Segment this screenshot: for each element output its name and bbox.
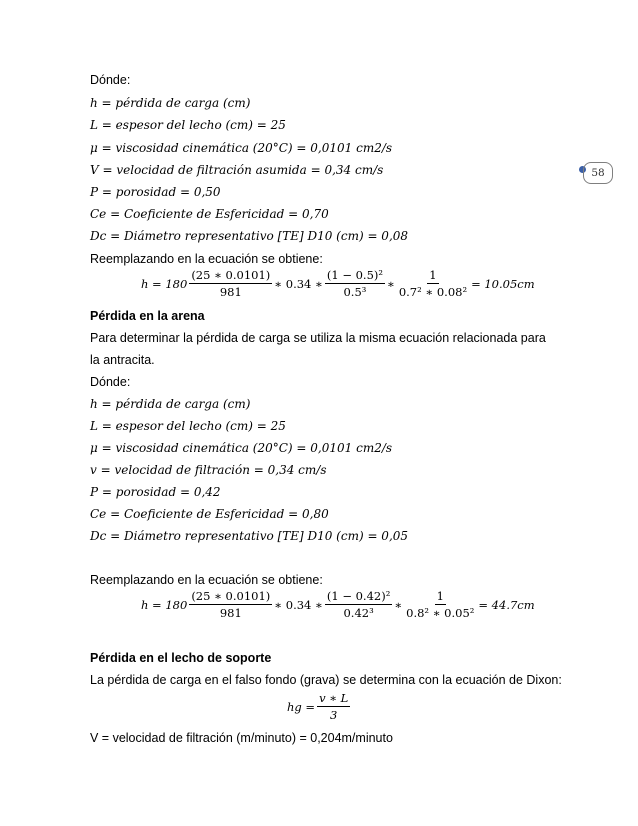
eq3-numerator: v ∗ L (319, 691, 349, 705)
var-L-2: L = espesor del lecho (cm) = 25 (90, 419, 286, 433)
var-h-1: h = pérdida de carga (cm) (90, 96, 251, 110)
eq2-fraction-2 (325, 589, 392, 620)
eq1-f1-denominator: 981 (219, 285, 242, 299)
var-h-2: h = pérdida de carga (cm) (90, 397, 251, 411)
eq1-fraction-1 (189, 268, 272, 299)
eq2-mid: ∗ 0.34 ∗ (274, 597, 323, 612)
eq2-f1-denominator: 981 (219, 606, 242, 620)
reemplazando-2: Reemplazando en la ecuación se obtiene: (90, 573, 323, 587)
eq2-lhs: h = 180 (141, 597, 188, 612)
eq1-rhs: = 10.05cm (471, 276, 535, 291)
eq2-f2-numerator: (1 − 0.42)² (326, 589, 391, 603)
eq1-fraction-2 (325, 268, 385, 299)
var-Ce-2: Ce = Coeficiente de Esfericidad = 0,80 (90, 507, 329, 521)
heading-lecho-soporte: Pérdida en el lecho de soporte (90, 651, 272, 665)
eq2-f3-numerator: 1 (436, 589, 444, 603)
var-V-1: V = velocidad de filtración asumida = 0,34 cm/s (90, 163, 384, 177)
var-Dc-2: Dc = Diámetro representativo [TE] D10 (cm) = 0,05 (90, 529, 409, 543)
page-number: 58 (583, 162, 613, 184)
eq2-rhs: = 44.7cm (478, 597, 535, 612)
eq2-f2-denominator: 0.42³ (343, 606, 374, 620)
var-P-1: P = porosidad = 0,50 (90, 185, 221, 199)
heading-perdida-arena: Pérdida en la arena (90, 309, 205, 323)
var-P-2: P = porosidad = 0,42 (90, 485, 221, 499)
donde-label-1: Dónde: (90, 73, 131, 87)
eq1-f3-denominator: 0.7² ∗ 0.08² (398, 285, 468, 299)
var-Dc-1: Dc = Diámetro representativo [TE] D10 (cm) = 0,08 (90, 229, 409, 243)
eq1-f3-numerator: 1 (429, 268, 437, 282)
velocity-line: V = velocidad de filtración (m/minuto) = 0,204m/minuto (90, 731, 393, 745)
donde-label-2: Dónde: (90, 375, 131, 389)
var-mu-2: μ = viscosidad cinemática (20°C) = 0,0101 cm2/s (90, 441, 393, 455)
eq2-f3-denominator: 0.8² ∗ 0.05² (406, 606, 475, 620)
eq1-fraction-3 (397, 268, 469, 299)
eq1-f2-numerator: (1 − 0.5)² (326, 268, 383, 282)
reemplazando-1: Reemplazando en la ecuación se obtiene: (90, 252, 323, 266)
eq1-f1-numerator: (25 ∗ 0.0101) (191, 268, 271, 282)
eq3-lhs: hg = (287, 699, 316, 714)
eq1-star: ∗ (387, 276, 395, 291)
var-L-1: L = espesor del lecho (cm) = 25 (90, 118, 286, 132)
var-v-2: v = velocidad de filtración = 0,34 cm/s (90, 463, 327, 477)
eq2-f1-numerator: (25 ∗ 0.0101) (191, 589, 271, 603)
eq2-star: ∗ (394, 597, 403, 612)
eq2-fraction-3 (404, 589, 476, 620)
eq1-mid: ∗ 0.34 ∗ (274, 276, 323, 291)
equation-3 (287, 691, 352, 722)
eq3-denominator: 3 (330, 708, 338, 722)
para-arena-line-1: Para determinar la pérdida de carga se utiliza la misma ecuación relacionada para (90, 331, 546, 345)
para-soporte: La pérdida de carga en el falso fondo (grava) se determina con la ecuación de Dixon: (90, 673, 562, 687)
eq2-fraction-1 (189, 589, 272, 620)
var-mu-1: μ = viscosidad cinemática (20°C) = 0,0101 cm2/s (90, 141, 393, 155)
eq3-fraction (317, 691, 350, 722)
eq1-lhs: h = 180 (141, 276, 188, 291)
eq1-f2-denominator: 0.5³ (343, 285, 367, 299)
var-Ce-1: Ce = Coeficiente de Esfericidad = 0,70 (90, 207, 329, 221)
equation-2 (141, 589, 535, 620)
equation-1 (141, 268, 535, 299)
para-arena-line-2: la antracita. (90, 353, 155, 367)
